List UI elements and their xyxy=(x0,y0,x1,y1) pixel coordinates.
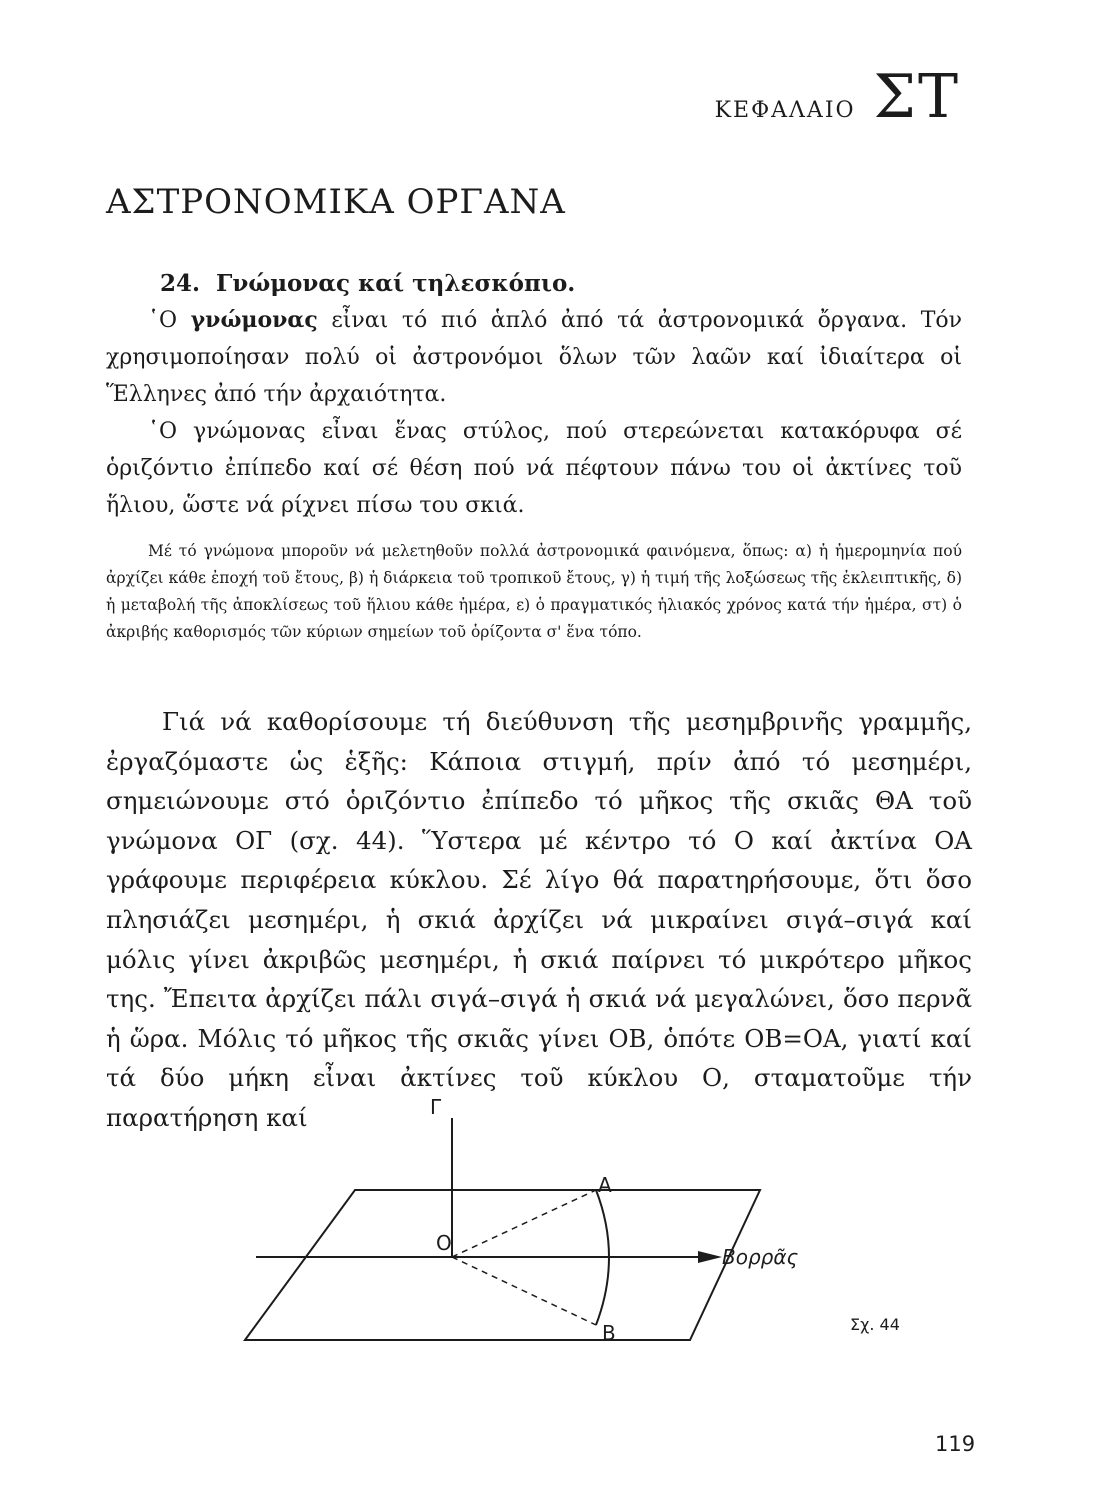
north-arrowhead xyxy=(698,1251,722,1263)
paragraph-1-lead: ῾Ο xyxy=(148,308,178,333)
section-title: Γνώμονας καί τηλεσκόπιο. xyxy=(216,270,576,297)
paragraph-2: ῾Ο γνώμονας εἶναι ἕνας στύλος, πού στερεώνεται κατακόρυφα σέ ὁριζόντιο ἐπίπεδο καί σέ θέση πού νά πέφτουν πάνω του οἱ ἀκτίνες τοῦ ἥλιου, ὥστε νά ρίχνει πίσω του σκιά. xyxy=(106,419,962,518)
paragraph-3-small: Μέ τό γνώμονα μποροῦν νά μελετηθοῦν πολλά ἀστρονομικά φαινόμενα, ὅπως: α) ἡ ἡμερομηνία πού ἀρχίζει κάθε ἐποχή τοῦ ἔτους, β) ἡ διάρκεια τοῦ τροπικοῦ ἔτους, γ) ἡ τιμή τῆς λοξώσεως τῆς ἐκλειπτικῆς, δ) ἡ μεταβολή τῆς ἀποκλίσεως τοῦ ἥλιου κάθε ἡμέρα, ε) ὁ πραγματικός ἡλιακός χρόνος κατά τήν ἡμέρα, στ) ὁ ἀκριβής καθορισμός τῶν κύριων σημείων τοῦ ὁρίζοντα σ' ἕνα τόπο. xyxy=(106,542,962,641)
label-north: Βορρᾶς xyxy=(722,1245,799,1269)
chapter-label: ΚΕΦΑΛΑΙΟ xyxy=(714,98,856,123)
label-o: O xyxy=(436,1231,452,1255)
section-number: 24. xyxy=(160,270,201,297)
page-number: 119 xyxy=(935,1432,976,1456)
paragraph-1-rest: εἶναι τό πιό ἁπλό ἀπό τά ἀστρονομικά ὄργανα. Τόν χρησιμοποίησαν πολύ οἱ ἀστρονόμοι ὅλων τῶν λαῶν καί ἰδιαίτερα οἱ Ἕλληνες ἀπό τήν ἀρχαιότητα. xyxy=(106,308,962,407)
chapter-title: ΑΣΤΡΟΝΟΜΙΚΑ ΟΡΓΑΝΑ xyxy=(106,182,566,222)
label-b: B xyxy=(602,1321,616,1345)
horizontal-plane xyxy=(245,1190,760,1340)
figure-caption: Σχ. 44 xyxy=(850,1315,900,1334)
paragraph-1 xyxy=(106,302,962,413)
chapter-header xyxy=(715,62,960,132)
shadow-oa xyxy=(452,1190,596,1257)
paragraph-4: Γιά νά καθορίσουμε τή διεύθυνση τῆς μεσημβρινῆς γραμμῆς, ἐργαζόμαστε ὡς ἑξῆς: Κάποια στιγμή, πρίν ἀπό τό μεσημέρι, σημειώνουμε στό ὁριζόντιο ἐπίπεδο τό μῆκος τῆς σκιᾶς ΘΑ τοῦ γνώμονα ΟΓ (σχ. 44). Ὕστερα μέ κέντρο τό Ο καί ἀκτίνα ΟΑ γράφουμε περιφέρεια κύκλου. Σέ λίγο θά παρατηρήσουμε, ὅτι ὅσο πλησιάζει μεσημέρι, ἡ σκιά ἀρχίζει νά μικραίνει σιγά–σιγά καί μόλις γίνει ἀκριβῶς μεσημέρι, ἡ σκιά παίρνει τό μικρότερο μῆκος της. Ἔπειτα ἀρχίζει πάλι σιγά–σιγά ἡ σκιά νά μεγαλώνει, ὅσο περνᾶ ἡ ὥρα. Μόλις τό μῆκος τῆς σκιᾶς γίνει ΟΒ, ὁπότε ΟΒ=ΟΑ, γιατί καί τά δύο μήκη εἶναι ἀκτίνες τοῦ κύκλου Ο, σταματοῦμε τήν παρατήρηση καί xyxy=(106,707,972,1132)
figure-44 xyxy=(230,1080,850,1370)
shadow-ob xyxy=(452,1257,596,1325)
chapter-number: ΣΤ xyxy=(873,62,960,132)
gnomon-diagram xyxy=(230,1080,850,1370)
paragraph-1-term: γνώμονας xyxy=(190,307,318,333)
section-heading xyxy=(160,270,575,297)
label-gamma: Γ xyxy=(430,1095,442,1119)
label-a: A xyxy=(598,1173,612,1197)
